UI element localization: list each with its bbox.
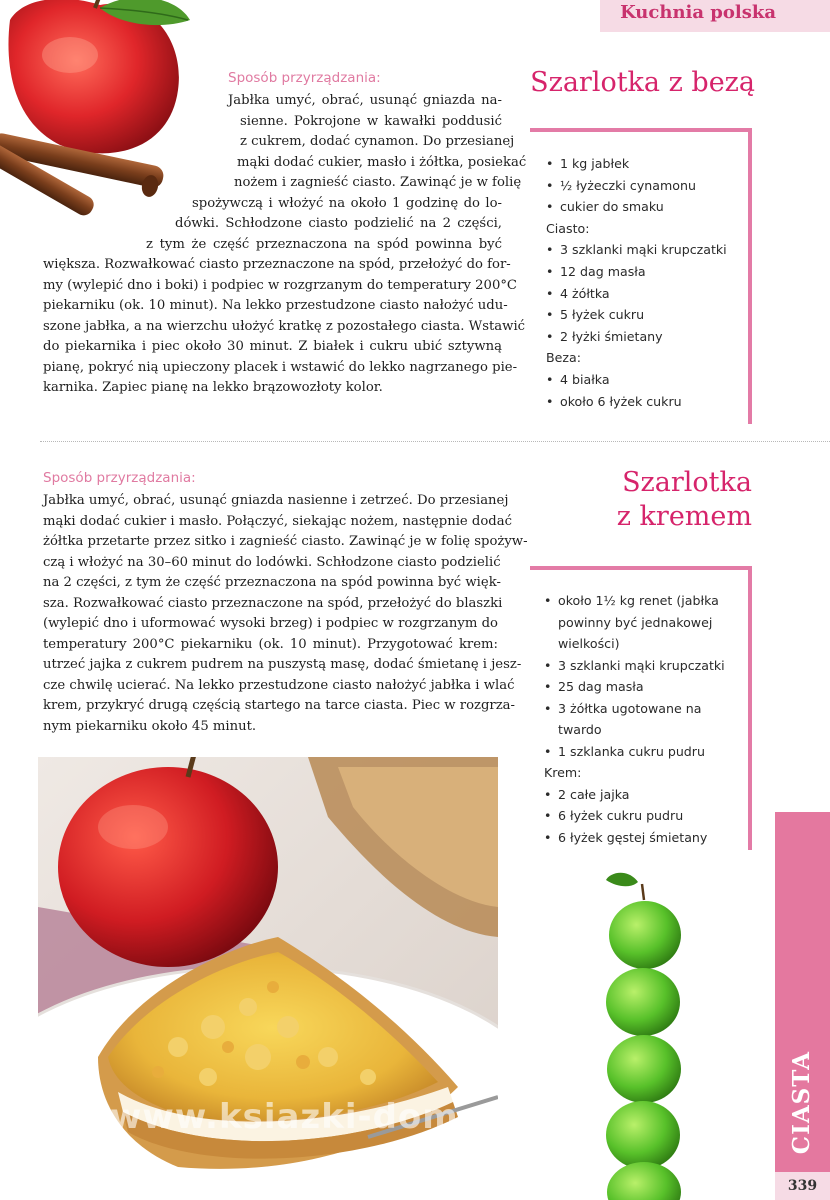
ingredient-item: • 4 żółtka: [546, 283, 727, 305]
method-line: (wylepić dno i uformować wysoki brzeg) i podpiec w rozgrzanym do: [43, 616, 498, 631]
section-title: Kuchnia polska: [620, 2, 776, 23]
method-line: Jabłka umyć, obrać, usunąć gniazda na-: [228, 93, 502, 108]
header-tab: [600, 0, 830, 32]
recipe1-method-label: Sposób przyrządzania:: [228, 70, 381, 86]
method-line: utrzeć jajka z cukrem pudrem na puszystą masę, dodać śmietanę i jesz-: [43, 657, 522, 672]
ingredient-item: • 2 łyżki śmietany: [546, 326, 727, 348]
ingredient-item: • 5 łyżek cukru: [546, 304, 727, 326]
method-line: mąki dodać cukier i masło. Połączyć, siekając nożem, następnie dodać: [43, 513, 512, 529]
ingredient-item: • 4 białka: [546, 369, 727, 391]
method-line: dówki. Schłodzone ciasto podzielić na 2 części,: [175, 216, 502, 231]
method-line: szone jabłka, a na wierzchu ułożyć kratkę z pozostałego ciasta. Wstawić: [43, 318, 526, 334]
method-line: krem, przykryć drugą częścią startego na tarce ciasta. Piec w rozgrza-: [43, 698, 515, 713]
box-border-top: [530, 128, 752, 132]
recipe1-method-text: [140, 91, 527, 255]
ingredient-item: • 12 dag masła: [546, 261, 727, 283]
ingredient-group-label: Krem:: [544, 765, 582, 780]
method-line: karnika. Zapiec pianę na lekko brązowozłoty kolor.: [43, 380, 383, 395]
method-line: sienne. Pokrojone w kawałki poddusić: [240, 113, 502, 129]
green-apples-photo: [598, 870, 690, 1200]
method-line: temperatury 200°C piekarniku (ok. 10 minut). Przygotować krem:: [43, 636, 498, 652]
ingredient-item: • około 1½ kg renet (jabłka: [544, 590, 744, 612]
ingredient-item: • 2 całe jajka: [544, 784, 744, 806]
recipe2-method-text: [43, 491, 528, 737]
recipe2-title-line1: Szarlotka: [622, 467, 752, 498]
method-line: cze chwilę ucierać. Na lekko przestudzone ciasto nałożyć jabłka i wlać: [43, 677, 515, 693]
ingredient-item: • 1 kg jabłek: [546, 153, 727, 175]
method-line: żółtka przetarte przez sitko i zagnieść ciasto. Zawinąć je w folię spożyw-: [43, 534, 528, 549]
ingredient-item: • 1 szklanka cukru pudru: [544, 741, 744, 763]
ingredient-item: • 3 szklanki mąki krupczatki: [546, 239, 727, 261]
method-line: Jabłka umyć, obrać, usunąć gniazda nasienne i zetrzeć. Do przesianej: [43, 493, 509, 508]
box-border-right: [748, 566, 752, 850]
category-side-tab: [775, 812, 830, 1172]
recipe1-ingredients-box: [530, 128, 752, 424]
method-line: my (wylepić dno i boki) i podpiec w rozgrzanym do temperatury 200°C: [43, 277, 518, 293]
page-number: 339: [775, 1172, 830, 1200]
box-border-right: [748, 128, 752, 424]
ingredient-item: • ½ łyżeczki cynamonu: [546, 175, 727, 197]
ingredient-item: • cukier do smaku: [546, 196, 727, 218]
method-line: na 2 części, z tym że część przeznaczona na spód powinna być więk-: [43, 575, 501, 590]
ingredient-item: • 6 łyżek gęstej śmietany: [544, 827, 744, 849]
recipe1-method-text-cont: [43, 255, 526, 399]
watermark: www.ksiazki-domowe.pl: [110, 1097, 592, 1137]
ingredient-item: • 3 szklanki mąki krupczatki: [544, 655, 744, 677]
method-line: nym piekarniku około 45 minut.: [43, 718, 257, 734]
method-line: do piekarnika i piec około 30 minut. Z białek i cukru ubić sztywną: [43, 339, 502, 354]
section-divider: [40, 441, 830, 442]
ingredient-item-continuation: powinny być jednakowej: [558, 614, 713, 630]
ingredient-item-continuation: twardo: [558, 722, 602, 737]
ingredient-item-continuation: wielkości): [558, 636, 620, 651]
recipe2-ingredient-list: [544, 590, 744, 848]
ingredient-item: • 25 dag masła: [544, 676, 744, 698]
recipe2-method-label: Sposób przyrządzania:: [43, 470, 196, 486]
ingredient-item: • 3 żółtka ugotowane na: [544, 698, 744, 720]
method-line: sza. Rozwałkować ciasto przeznaczone na spód, przełożyć do blaszki: [43, 595, 503, 611]
method-line: nożem i zagnieść ciasto. Zawinąć je w folię: [234, 175, 522, 190]
recipe2-title-line2: z kremem: [616, 501, 752, 532]
category-label: CIASTA: [788, 1050, 815, 1154]
method-line: pianę, pokryć nią upieczony placek i wstawić do lekko nagrzanego pie-: [43, 359, 518, 375]
recipe1-title: Szarlotka z bezą: [530, 67, 755, 98]
box-border-top: [530, 566, 752, 570]
method-line: większa. Rozwałkować ciasto przeznaczone na spód, przełożyć do for-: [43, 257, 511, 272]
method-line: piekarniku (ok. 10 minut). Na lekko przestudzone ciasto nałożyć udu-: [43, 298, 508, 313]
method-line: z cukrem, dodać cynamon. Do przesianej: [240, 134, 515, 149]
ingredient-item: • 6 łyżek cukru pudru: [544, 805, 744, 827]
ingredient-group-label: Ciasto:: [546, 220, 590, 236]
recipe2-ingredients-box: [530, 566, 752, 850]
method-line: z tym że część przeznaczona na spód powinna być: [146, 236, 502, 252]
recipe2-title: [560, 466, 752, 534]
method-line: spożywczą i włożyć na około 1 godzinę do lo-: [192, 195, 502, 211]
method-line: czą i włożyć na 30–60 minut do lodówki. Schłodzone ciasto podzielić: [43, 554, 501, 570]
recipe1-ingredient-list: [546, 153, 727, 412]
method-line: mąki dodać cukier, masło i żółtka, posiekać: [237, 154, 527, 170]
ingredient-item: • około 6 łyżek cukru: [546, 391, 727, 413]
ingredient-group-label: Beza:: [546, 350, 581, 366]
